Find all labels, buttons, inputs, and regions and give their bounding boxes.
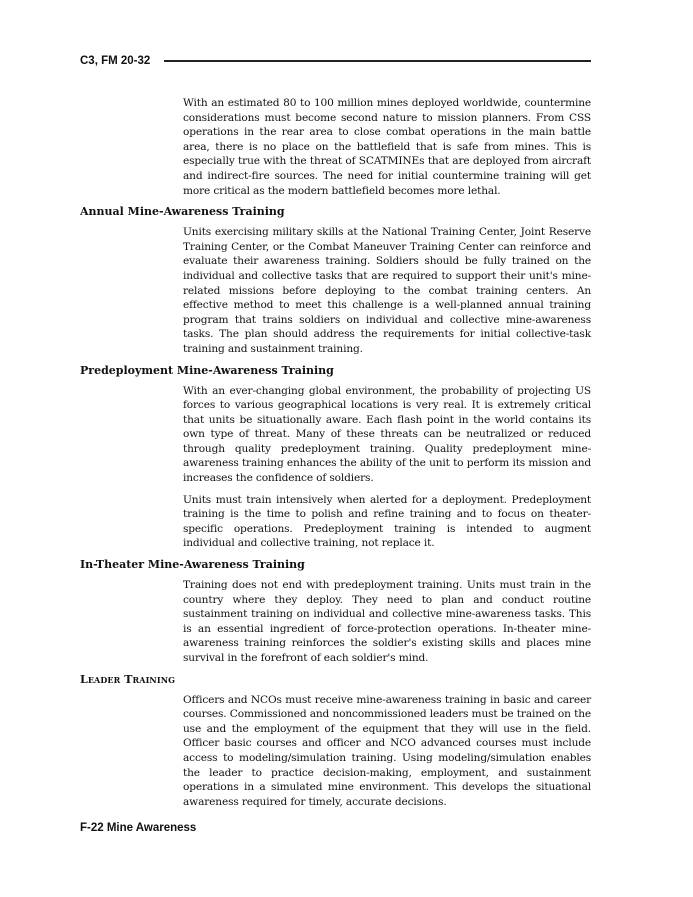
page-header [80,55,591,67]
header-label: C3, FM 20-32 [80,55,151,67]
page-footer: F-22 Mine Awareness [80,822,197,834]
header-rule [164,60,591,62]
predeployment-paragraph-1: With an ever-changing global environment, the probability of projecting US forces to various geographical locations is very real. It is extremely critical that units be situationally aware. Each flash point in the world contains its own type of threat. Many of these threats can be neutralized or reduced through quality predeployment training. Quality predeployment mine-awareness training enhances the ability of the unit to perform its mission and increases the confidence of soldiers. [183,384,591,485]
leader-training-heading: Leader Training [80,672,176,686]
annual-training-heading: Annual Mine-Awareness Training [80,205,285,219]
page-body [80,96,591,816]
in-theater-paragraph: Training does not end with predeployment training. Units must train in the country where they deploy. They need to plan and conduct routine sustainment training on individual and collective mine-awareness tasks. This is an essential ingredient of force-protection operations. In-theater mine-awareness training reinforces the soldier's existing skills and places mine survival in the forefront of each soldier's mind. [183,579,591,664]
leader-training-paragraph: Officers and NCOs must receive mine-awareness training in basic and career courses. Commissioned and noncommissioned leaders must be trained on the use and the employment of the equipment that they will use in the field. Officer basic courses and officer and NCO advanced courses must include access to modeling/simulation training. Using modeling/simulation enables the leader to practice decision-making, employment, and sustainment operations in a simulated mine environment. This develops the situational awareness required for timely, accurate decisions. [183,693,591,808]
predeployment-paragraph-2: Units must train intensively when alerted for a deployment. Predeployment training is the time to polish and refine training and to focus on theater-specific operations. Predeployment training is intended to augment individual and collective training, not replace it. [183,493,591,550]
annual-training-paragraph: Units exercising military skills at the National Training Center, Joint Reserve Training Center, or the Combat Maneuver Training Center can reinforce and evaluate their awareness training. Soldiers should be fully trained on the individual and collective tasks that are required to support their unit's mine-related missions before deploying to the combat training centers. An effective method to meet this challenge is a well-planned annual training program that trains soldiers on individual and collective mine-awareness tasks. The plan should address the requirements for initial collective-task training and sustainment training. [183,226,591,355]
intro-paragraph: With an estimated 80 to 100 million mines deployed worldwide, countermine considerations must become second nature to mission planners. From CSS operations in the rear area to close combat operations in the main battle area, there is no place on the battlefield that is safe from mines. This is especially true with the threat of SCATMINEs that are deployed from aircraft and indirect-fire sources. The need for initial countermine training will get more critical as the modern battlefield becomes more lethal. [183,97,591,197]
predeployment-training-heading: Predeployment Mine-Awareness Training [80,363,334,377]
in-theater-training-heading: In-Theater Mine-Awareness Training [80,558,305,572]
